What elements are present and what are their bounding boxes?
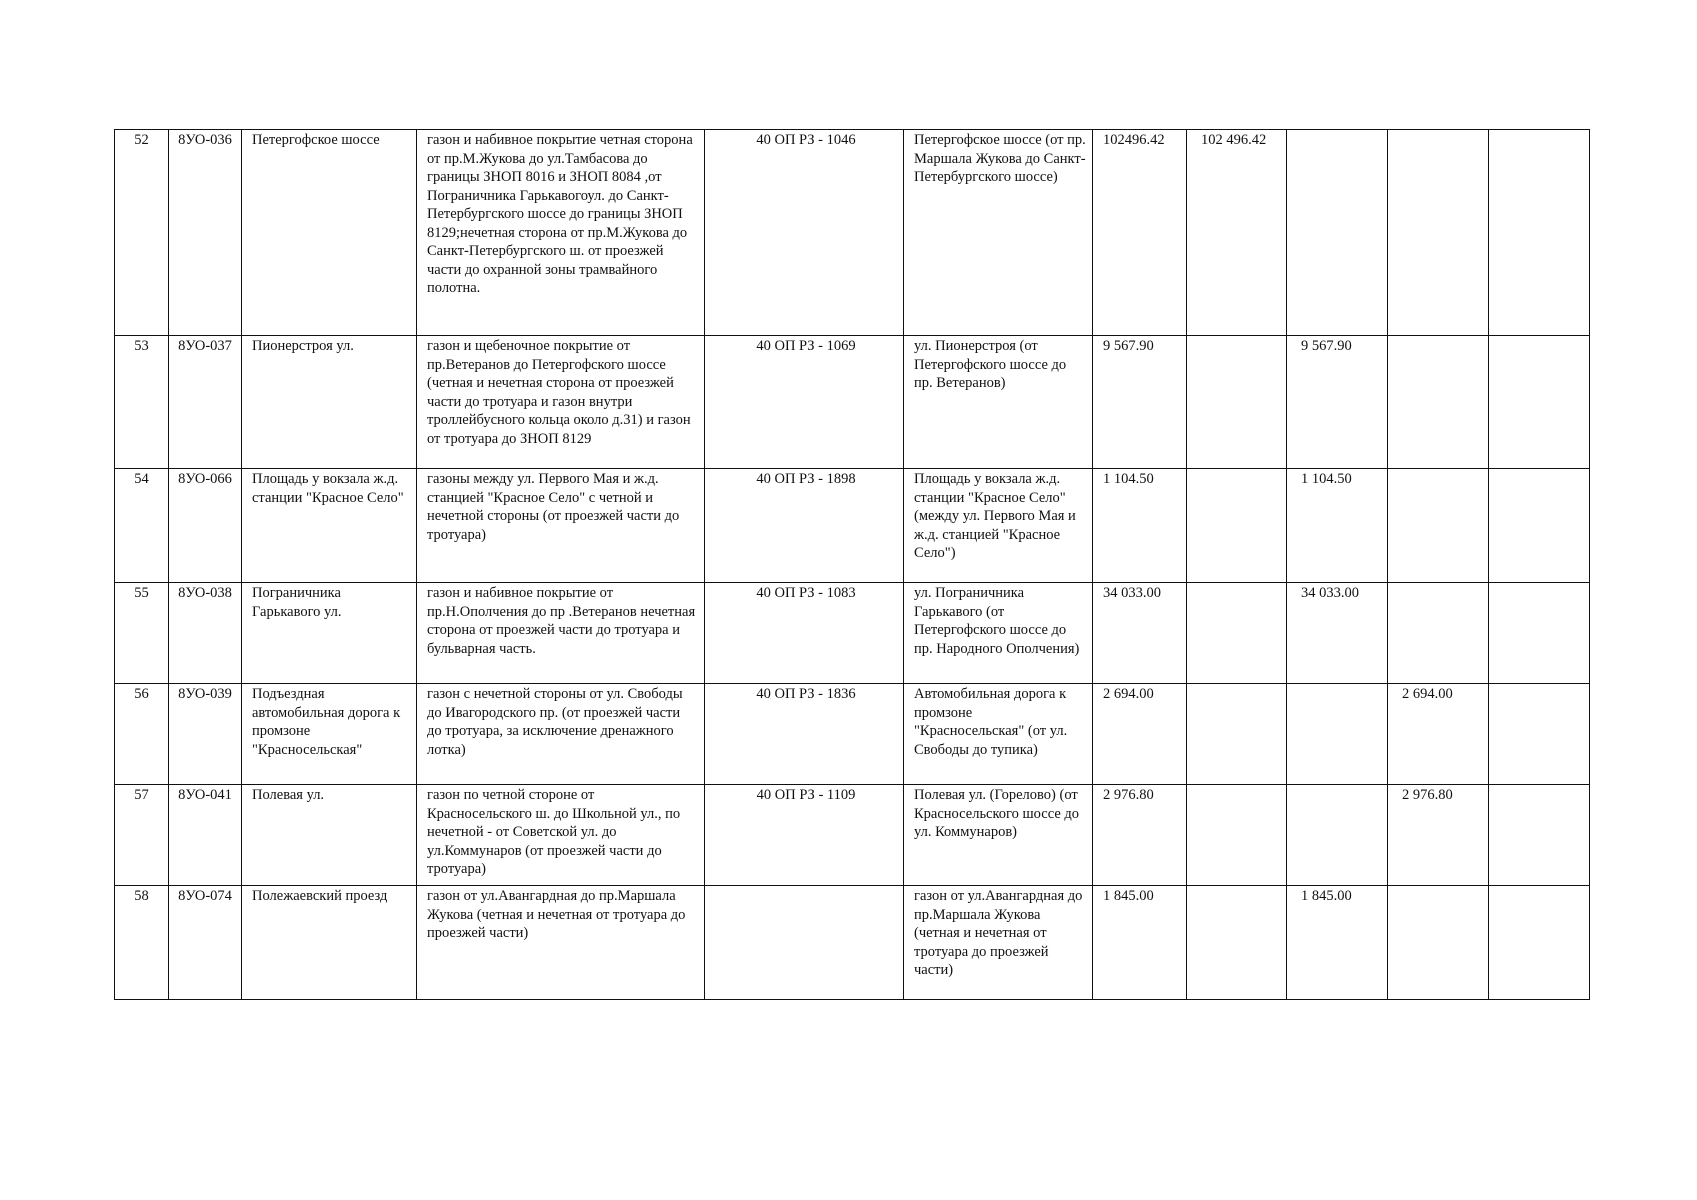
- area-column-4: [1489, 130, 1590, 336]
- road-registry-number: [705, 886, 904, 1000]
- row-number: 58: [115, 886, 169, 1000]
- document-page: [114, 129, 1589, 1000]
- road-registry-number: 40 ОП РЗ - 1046: [705, 130, 904, 336]
- area-column-2: 1 845.00: [1287, 886, 1388, 1000]
- object-description: газон и набивное покрытие четная сторона от пр.М.Жукова до ул.Тамбасова до границы ЗНОП 8016 и ЗНОП 8084 ,от Пограничника Гарькавогоул. до Санкт-Петербургского шоссе до границы ЗНОП 8129;нечетная сторона от пр.М.Жукова до Санкт-Петербургского ш. от проезжей части до охранной зоны трамвайного полотна.: [417, 130, 705, 336]
- row-number: 55: [115, 583, 169, 684]
- object-code: 8УО-036: [169, 130, 242, 336]
- road-registry-number: 40 ОП РЗ - 1083: [705, 583, 904, 684]
- object-code: 8УО-041: [169, 785, 242, 886]
- object-code: 8УО-066: [169, 469, 242, 583]
- table-row: [115, 785, 1590, 886]
- object-name: Площадь у вокзала ж.д. станции "Красное Село": [242, 469, 417, 583]
- area-column-1: [1187, 583, 1287, 684]
- object-name: Полевая ул.: [242, 785, 417, 886]
- area-column-3: 2 976.80: [1388, 785, 1489, 886]
- object-description: газон и щебеночное покрытие от пр.Ветеранов до Петергофского шоссе (четная и нечетная сторона от проезжей части до тротуара и газон внутри троллейбусного кольца около д.31) и газон от тротуара до ЗНОП 8129: [417, 336, 705, 469]
- area-column-2: 34 033.00: [1287, 583, 1388, 684]
- area-column-2: [1287, 130, 1388, 336]
- object-code: 8УО-074: [169, 886, 242, 1000]
- objects-table: [114, 129, 1590, 1000]
- area-column-3: [1388, 130, 1489, 336]
- area-column-3: [1388, 886, 1489, 1000]
- road-registry-number: 40 ОП РЗ - 1109: [705, 785, 904, 886]
- area-total: 34 033.00: [1093, 583, 1187, 684]
- road-registry-number: 40 ОП РЗ - 1069: [705, 336, 904, 469]
- area-column-1: [1187, 336, 1287, 469]
- area-column-2: 9 567.90: [1287, 336, 1388, 469]
- area-column-4: [1489, 886, 1590, 1000]
- area-column-4: [1489, 583, 1590, 684]
- area-column-4: [1489, 684, 1590, 785]
- object-description: газон по четной стороне от Красносельского ш. до Школьной ул., по нечетной - от Советской ул. до ул.Коммунаров (от проезжей части до тротуара): [417, 785, 705, 886]
- row-number: 52: [115, 130, 169, 336]
- table-row: [115, 336, 1590, 469]
- row-number: 54: [115, 469, 169, 583]
- road-name: Петергофское шоссе (от пр. Маршала Жукова до Санкт-Петербургского шоссе): [904, 130, 1093, 336]
- object-description: газон с нечетной стороны от ул. Свободы до Ивагородского пр. (от проезжей части до тротуара, за исключение дренажного лотка): [417, 684, 705, 785]
- object-code: 8УО-038: [169, 583, 242, 684]
- area-total: 1 845.00: [1093, 886, 1187, 1000]
- table-row: [115, 684, 1590, 785]
- area-column-1: [1187, 785, 1287, 886]
- area-column-3: [1388, 583, 1489, 684]
- road-name: Площадь у вокзала ж.д. станции "Красное Село" (между ул. Первого Мая и ж.д. станцией "Красное Село"): [904, 469, 1093, 583]
- area-total: 9 567.90: [1093, 336, 1187, 469]
- road-name: Автомобильная дорога к промзоне "Красносельская" (от ул. Свободы до тупика): [904, 684, 1093, 785]
- row-number: 56: [115, 684, 169, 785]
- object-name: Петергофское шоссе: [242, 130, 417, 336]
- area-total: 2 694.00: [1093, 684, 1187, 785]
- row-number: 53: [115, 336, 169, 469]
- table-row: [115, 886, 1590, 1000]
- object-name: Полежаевский проезд: [242, 886, 417, 1000]
- area-column-3: 2 694.00: [1388, 684, 1489, 785]
- area-column-1: [1187, 886, 1287, 1000]
- area-column-1: [1187, 684, 1287, 785]
- table-row: [115, 130, 1590, 336]
- table-row: [115, 583, 1590, 684]
- object-name: Пограничника Гарькавого ул.: [242, 583, 417, 684]
- area-column-3: [1388, 336, 1489, 469]
- area-column-2: [1287, 684, 1388, 785]
- road-name: Полевая ул. (Горелово) (от Красносельского шоссе до ул. Коммунаров): [904, 785, 1093, 886]
- area-total: 2 976.80: [1093, 785, 1187, 886]
- object-name: Подъездная автомобильная дорога к промзоне "Красносельская": [242, 684, 417, 785]
- area-column-3: [1388, 469, 1489, 583]
- object-code: 8УО-039: [169, 684, 242, 785]
- road-name: ул. Пограничника Гарькавого (от Петергофского шоссе до пр. Народного Ополчения): [904, 583, 1093, 684]
- road-name: газон от ул.Авангардная до пр.Маршала Жукова (четная и нечетная от тротуара до проезжей части): [904, 886, 1093, 1000]
- road-registry-number: 40 ОП РЗ - 1836: [705, 684, 904, 785]
- object-description: газон и набивное покрытие от пр.Н.Ополчения до пр .Ветеранов нечетная сторона от проезжей части до тротуара и бульварная часть.: [417, 583, 705, 684]
- area-total: 1 104.50: [1093, 469, 1187, 583]
- table-row: [115, 469, 1590, 583]
- object-name: Пионерстроя ул.: [242, 336, 417, 469]
- object-description: газон от ул.Авангардная до пр.Маршала Жукова (четная и нечетная от тротуара до проезжей части): [417, 886, 705, 1000]
- area-column-4: [1489, 785, 1590, 886]
- area-column-2: 1 104.50: [1287, 469, 1388, 583]
- row-number: 57: [115, 785, 169, 886]
- area-column-4: [1489, 336, 1590, 469]
- area-total: 102496.42: [1093, 130, 1187, 336]
- object-description: газоны между ул. Первого Мая и ж.д. станцией "Красное Село" с четной и нечетной стороны (от проезжей части до тротуара): [417, 469, 705, 583]
- road-registry-number: 40 ОП РЗ - 1898: [705, 469, 904, 583]
- area-column-2: [1287, 785, 1388, 886]
- area-column-1: 102 496.42: [1187, 130, 1287, 336]
- object-code: 8УО-037: [169, 336, 242, 469]
- area-column-1: [1187, 469, 1287, 583]
- road-name: ул. Пионерстроя (от Петергофского шоссе до пр. Ветеранов): [904, 336, 1093, 469]
- area-column-4: [1489, 469, 1590, 583]
